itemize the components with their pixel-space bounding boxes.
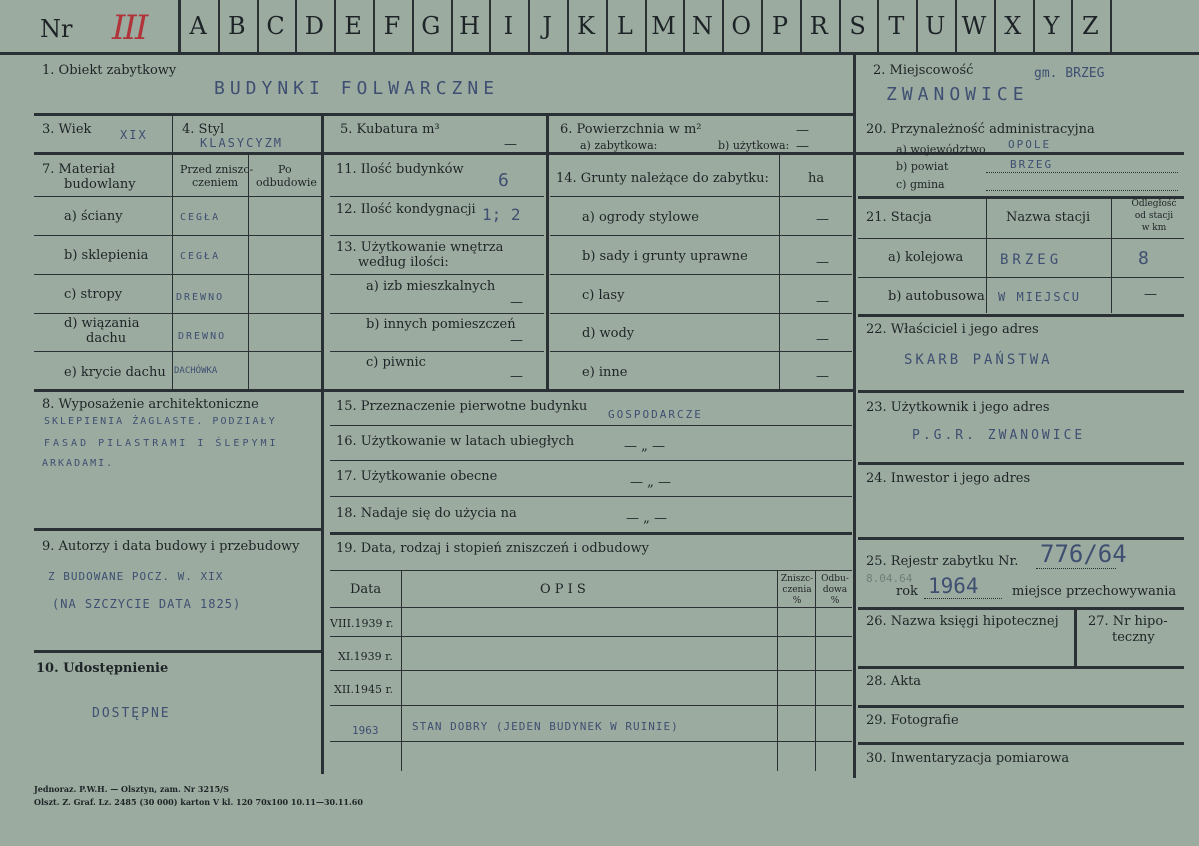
f19-label: 19. Data, rodzaj i stopień zniszczeń i odbudowy	[336, 541, 650, 556]
f16-label: 16. Użytkowanie w latach ubiegłych	[336, 434, 575, 449]
f20-b-value: BRZEG	[1010, 158, 1054, 171]
f13-row-c-value: —	[510, 369, 523, 384]
f7-col-before-1: Przed zniszc-	[180, 163, 254, 176]
f14-row-e-value: —	[816, 369, 829, 384]
f7-label-2: budowlany	[64, 177, 136, 192]
f21-row-a-dist: 8	[1138, 248, 1151, 269]
f7-row-c-value: DREWNO	[176, 292, 225, 303]
f10-label: 10. Udostępnienie	[36, 661, 169, 676]
f29-label: 29. Fotografie	[866, 713, 959, 728]
f14-row-d-value: —	[816, 332, 829, 347]
f25-date-note: 8.04.64	[866, 572, 913, 585]
f9-line-1: Z BUDOWANE POCZ. W. XIX	[48, 570, 224, 583]
f6-value-b: —	[796, 139, 809, 154]
f5-label: 5. Kubatura m³	[340, 122, 440, 137]
index-letter-z: Z	[1082, 12, 1099, 40]
f1-label: 1. Obiekt zabytkowy	[42, 63, 177, 78]
f7-row-d-value: DREWNO	[178, 331, 227, 342]
f19-col-destr-2: czenia	[782, 585, 812, 595]
f15-value: GOSPODARCZE	[608, 408, 703, 421]
f9-label: 9. Autorzy i data budowy i przebudowy	[42, 539, 300, 554]
f7-row-b-value: CEGŁA	[180, 251, 221, 262]
f21-col-name: Nazwa stacji	[1006, 210, 1091, 225]
index-letter-j: J	[542, 12, 552, 40]
f19-row-4-date: 1963	[352, 724, 379, 737]
f19-col-desc: O P I S	[540, 582, 586, 597]
f27-label-1: 27. Nr hipo-	[1088, 614, 1168, 629]
f6-sub-a: a) zabytkowa:	[580, 139, 658, 152]
f21-label: 21. Stacja	[866, 210, 932, 225]
f11-label: 11. Ilość budynków	[336, 162, 464, 177]
index-letter-t: T	[888, 12, 905, 40]
f22-value: SKARB PAŃSTWA	[904, 352, 1053, 368]
f13-row-c-label: c) piwnic	[366, 355, 426, 370]
f7-row-d-label-1: d) wiązania	[64, 316, 140, 331]
f20-a-label: a) województwo	[896, 143, 986, 156]
f7-col-after-1: Po	[278, 163, 292, 176]
index-letter-p: P	[771, 12, 789, 40]
index-letter-r: R	[809, 12, 828, 40]
f21-col-dist-1: Odległość	[1131, 199, 1177, 209]
f8-line-1: SKLEPIENIA ŻAGLASTE. PODZIAŁY	[44, 416, 277, 427]
f19-col-rebuild-3: %	[830, 596, 840, 606]
f20-label: 20. Przynależność administracyjna	[866, 122, 1095, 137]
f22-label: 22. Właściciel i jego adres	[866, 322, 1039, 337]
f30-label: 30. Inwentaryzacja pomiarowa	[866, 751, 1070, 766]
f17-value: — „ —	[630, 475, 671, 490]
f8-label: 8. Wyposażenie architektoniczne	[42, 397, 259, 412]
f2-note: gm. BRZEG	[1034, 66, 1105, 81]
f27-label-2: teczny	[1112, 630, 1155, 645]
f7-row-a-value: CEGŁA	[180, 212, 221, 223]
f14-row-a-value: —	[816, 212, 829, 227]
f14-row-b-label: b) sady i grunty uprawne	[582, 249, 748, 264]
f25-year: 1964	[928, 574, 979, 598]
f21-col-dist-2: od stacji	[1134, 211, 1174, 221]
f19-row-4-desc: STAN DOBRY (JEDEN BUDYNEK W RUINIE)	[412, 720, 679, 733]
f13-row-b-value: —	[510, 333, 523, 348]
index-letter-u: U	[925, 12, 946, 40]
nr-value: III	[112, 8, 147, 48]
f19-row-3-date: XII.1945 r.	[334, 683, 394, 696]
f24-label: 24. Inwestor i jego adres	[866, 471, 1031, 486]
f13-label-1: 13. Użytkowanie wnętrza	[336, 240, 504, 255]
index-letter-f: F	[383, 12, 401, 40]
f13-row-a-label: a) izb mieszkalnych	[366, 279, 496, 294]
f25-label: 25. Rejestr zabytku Nr.	[866, 554, 1019, 569]
f21-row-a-name: BRZEG	[1000, 252, 1063, 268]
f23-label: 23. Użytkownik i jego adres	[866, 400, 1050, 415]
f7-label-1: 7. Materiał	[42, 162, 115, 177]
f20-a-value: OPOLE	[1008, 138, 1052, 151]
f23-value: P.G.R. ZWANOWICE	[912, 428, 1086, 443]
index-letter-k: K	[577, 12, 595, 40]
f21-row-b-dist: —	[1144, 287, 1157, 302]
f3-value: XIX	[120, 128, 148, 142]
f18-label: 18. Nadaje się do użycia na	[336, 506, 517, 521]
f10-value: DOSTĘPNE	[92, 706, 171, 721]
index-letter-d: D	[304, 12, 325, 40]
f7-col-after-2: odbudowie	[256, 176, 317, 189]
f12-value: 1; 2	[482, 205, 521, 224]
f8-line-2: FASAD PILASTRAMI I ŚLEPYMI	[44, 438, 279, 449]
f14-row-d-label: d) wody	[582, 326, 635, 341]
index-letter-g: G	[421, 12, 441, 40]
f13-row-a-value: —	[510, 295, 523, 310]
index-letter-m: M	[651, 12, 676, 40]
f16-value: — „ —	[624, 439, 665, 454]
index-letter-i: I	[503, 12, 514, 40]
index-letter-s: S	[849, 12, 866, 40]
index-letter-c: C	[266, 12, 285, 40]
f25-number: 776/64	[1040, 540, 1127, 568]
f19-row-1-date: VIII.1939 r.	[330, 617, 394, 630]
index-letter-o: O	[731, 12, 752, 40]
f12-label: 12. Ilość kondygnacji	[336, 202, 476, 217]
index-letter-e: E	[344, 12, 362, 40]
footer-line-2: Olszt. Z. Graf. Lz. 2485 (30 000) karton V kl. 120 70x100 10.11—30.11.60	[34, 797, 363, 807]
f1-value: BUDYNKI FOLWARCZNE	[214, 78, 500, 99]
f7-row-e-label: e) krycie dachu	[64, 365, 166, 380]
f8-line-3: ARKADAMI.	[42, 458, 115, 469]
index-letter-y: Y	[1043, 12, 1060, 40]
nr-label: Nr	[40, 15, 73, 43]
f19-col-date: Data	[350, 582, 382, 597]
f7-row-c-label: c) stropy	[64, 287, 123, 302]
f26-label: 26. Nazwa księgi hipotecznej	[866, 614, 1059, 629]
f6-sub-b: b) użytkowa:	[718, 139, 790, 152]
f7-col-before-2: czeniem	[192, 176, 239, 189]
f7-row-b-label: b) sklepienia	[64, 248, 149, 263]
f9-line-2: (NA SZCZYCIE DATA 1825)	[52, 597, 242, 611]
f2-value: ZWANOWICE	[886, 84, 1029, 105]
index-letter-b: B	[227, 12, 246, 40]
f14-row-e-label: e) inne	[582, 365, 628, 380]
f21-col-dist-3: w km	[1141, 223, 1167, 233]
index-divider	[1110, 0, 1112, 54]
f19-col-destr-3: %	[792, 596, 802, 606]
f14-label: 14. Grunty należące do zabytku:	[556, 171, 769, 186]
index-letter-x: X	[1004, 12, 1022, 40]
f3-label: 3. Wiek	[42, 122, 92, 137]
f7-row-e-value: DACHÓWKA	[174, 366, 218, 376]
f19-col-rebuild-1: Odbu-	[821, 574, 849, 584]
f15-label: 15. Przeznaczenie pierwotne budynku	[336, 399, 588, 414]
f11-value: 6	[498, 170, 511, 191]
index-letter-n: N	[691, 12, 713, 40]
f17-label: 17. Użytkowanie obecne	[336, 469, 498, 484]
f4-label: 4. Styl	[182, 122, 225, 137]
f14-row-c-value: —	[816, 294, 829, 309]
footer-line-1: Jednoraz. P.W.H. — Olsztyn, zam. Nr 3215/S	[34, 784, 229, 794]
f6-value: —	[796, 123, 809, 138]
f14-row-a-label: a) ogrody stylowe	[582, 210, 699, 225]
f18-value: — „ —	[626, 511, 667, 526]
index-letter-a: A	[189, 12, 207, 40]
f13-row-b-label: b) innych pomieszczeń	[366, 317, 516, 332]
f20-c-label: c) gmina	[896, 178, 945, 191]
f21-row-a-label: a) kolejowa	[888, 250, 964, 265]
index-letter-h: H	[459, 12, 481, 40]
f21-row-b-name: W MIEJSCU	[998, 290, 1082, 304]
f14-unit: ha	[808, 171, 825, 186]
f20-b-label: b) powiat	[896, 160, 949, 173]
f4-value: KLASYCYZM	[200, 136, 284, 150]
f21-row-b-label: b) autobusowa	[888, 289, 985, 304]
f28-label: 28. Akta	[866, 674, 922, 689]
f19-col-destr-1: Zniszc-	[780, 574, 814, 584]
f14-row-b-value: —	[816, 255, 829, 270]
f19-row-2-date: XI.1939 r.	[338, 650, 393, 663]
f13-label-2: według ilości:	[358, 255, 449, 270]
f19-col-rebuild-2: dowa	[822, 585, 848, 595]
f14-row-c-label: c) lasy	[582, 288, 625, 303]
f2-label: 2. Miejscowość	[873, 63, 974, 78]
f7-row-d-label-2: dachu	[86, 331, 127, 346]
index-letter-w: W	[961, 12, 987, 40]
f25-year-label: rok	[896, 584, 918, 599]
f6-label: 6. Powierzchnia w m²	[560, 122, 702, 137]
f7-row-a-label: a) ściany	[64, 209, 123, 224]
f5-value: —	[504, 137, 517, 152]
f25-place-label: miejsce przechowywania	[1012, 584, 1177, 599]
index-letter-l: L	[616, 12, 633, 40]
